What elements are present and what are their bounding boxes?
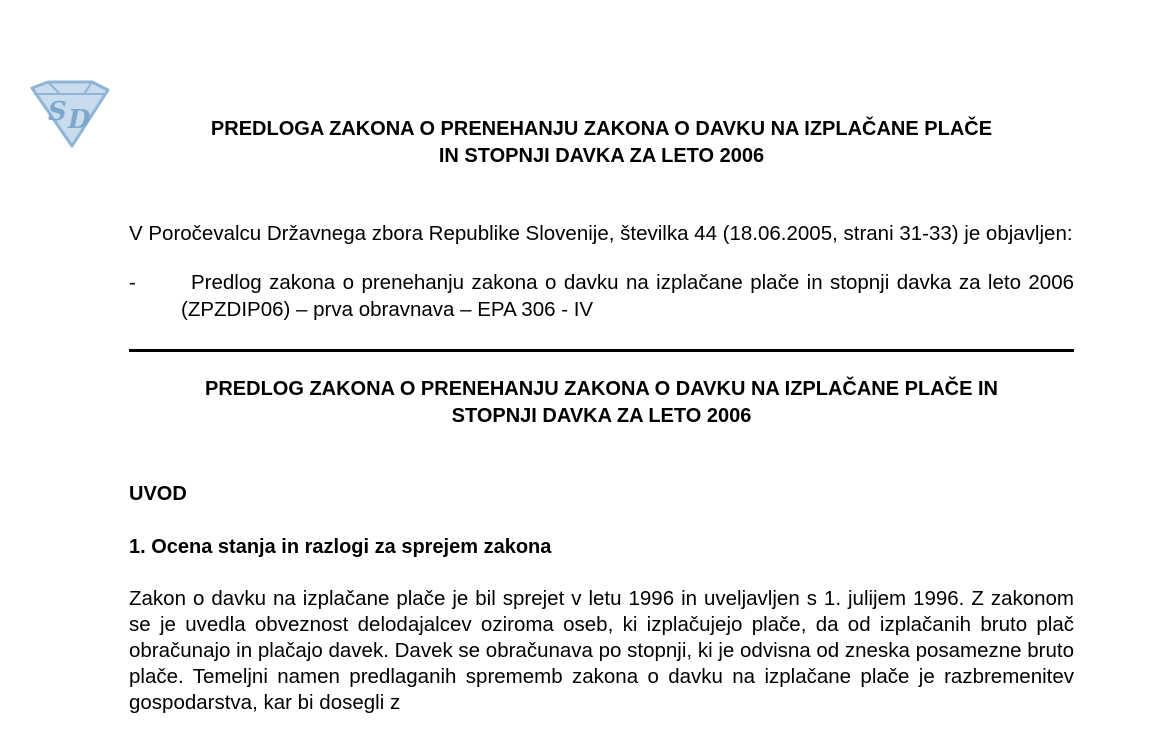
title-line-2: IN STOPNJI DAVKA ZA LETO 2006 — [438, 145, 765, 167]
title2-line-1: PREDLOG ZAKONA O PRENEHANJU ZAKONA O DAVKU NA IZPLAČANE PLAČE IN — [205, 378, 998, 400]
law-proposal-title — [129, 376, 1074, 430]
title-line-1: PREDLOGA ZAKONA O PRENEHANJU ZAKONA O DAVKU NA IZPLAČANE PLAČE — [210, 118, 993, 140]
bullet-marker: - — [129, 271, 136, 294]
intro-paragraph: V Poročevalcu Državnega zbora Republike Slovenije, številka 44 (18.06.2005, strani 31-33) je objavljen: — [129, 222, 1073, 245]
bullet-item — [129, 269, 1074, 323]
title2-line-2: STOPNJI DAVKA ZA LETO 2006 — [451, 405, 752, 427]
svg-text:D: D — [68, 105, 91, 135]
diamond-logo-graphic — [28, 80, 112, 150]
bullet-text: Predlog zakona o prenehanju zakona o davku na izplačane plače in stopnji davka za leto 2006 (ZPZDIP06) – prva obravnava – EPA 306 - IV — [181, 271, 1074, 321]
subsection-heading: 1. Ocena stanja in razlogi za sprejem zakona — [129, 536, 552, 558]
document-title — [129, 116, 1074, 170]
document-body — [129, 116, 1074, 716]
horizontal-rule — [129, 349, 1074, 352]
section-heading: UVOD — [129, 483, 187, 505]
sd-logo-icon — [28, 80, 112, 150]
svg-text:S: S — [48, 97, 67, 127]
body-paragraph: Zakon o davku na izplačane plače je bil sprejet v letu 1996 in uveljavljen s 1. julijem 1996. Z zakonom se je uvedla obveznost delodajalcev oziroma oseb, ki izplačujejo plače, da od izplačanih bruto plač obračunajo in plačajo davek. Davek se obračunava po stopnji, ki je odvisna od zneska posamezne bruto plače. Temeljni namen predlaganih sprememb zakona o davku na izplačane plače je razbremenitev gospodarstva, kar bi dosegli z — [129, 587, 1074, 714]
